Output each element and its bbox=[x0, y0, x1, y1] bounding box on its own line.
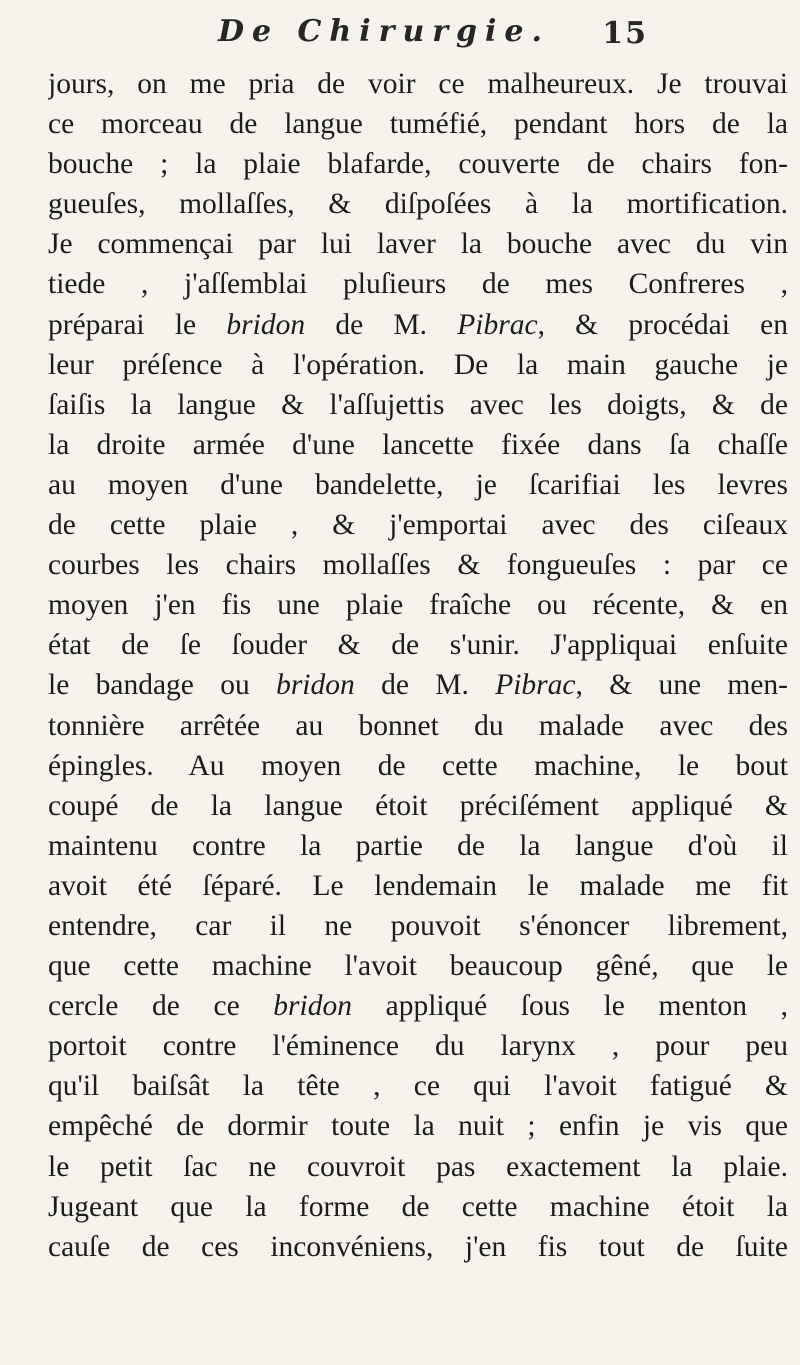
text-line-13: courbes les chairs mollaſſes & fongueuſes : par ce bbox=[48, 549, 788, 582]
page-number: 15 bbox=[602, 16, 648, 51]
text-line-7-mid: de M. bbox=[305, 308, 458, 341]
text-line-11: au moyen d'une bandelette, je ſcarifiai les levres bbox=[48, 468, 788, 501]
italic-name-pibrac: Pibrac bbox=[457, 308, 538, 341]
text-line-29: Jugeant que la forme de cette machine étoit la bbox=[48, 1190, 788, 1223]
running-head bbox=[218, 14, 648, 62]
text-line-5: Je commençai par lui laver la bouche avec du vin bbox=[48, 228, 788, 261]
text-line-23: que cette machine l'avoit beaucoup gêné, que le bbox=[48, 950, 788, 983]
italic-name-pibrac: Pibrac bbox=[495, 669, 576, 702]
text-line-16-mid: de M. bbox=[354, 669, 496, 702]
text-line-6: tiede , j'aſſemblai pluſieurs de mes Confreres , bbox=[48, 268, 788, 301]
text-line-9: ſaiſis la langue & l'aſſujettis avec les doigts, & de bbox=[48, 388, 788, 421]
text-line-24-start: cercle de ce bbox=[48, 990, 274, 1023]
text-line-16-end: , & une men- bbox=[575, 669, 788, 702]
text-line-25: portoit contre l'éminence du larynx , pour peu bbox=[48, 1030, 788, 1063]
text-line-12: de cette plaie , & j'emportai avec des ciſeaux bbox=[48, 509, 788, 542]
italic-term-bridon: bridon bbox=[273, 990, 352, 1023]
text-line-3: bouche ; la plaie blafarde, couverte de chairs fon- bbox=[48, 148, 788, 181]
text-line-16 bbox=[48, 665, 788, 705]
text-line-2: ce morceau de langue tuméfié, pendant hors de la bbox=[48, 108, 788, 141]
text-line-21: avoit été ſéparé. Le lendemain le malade me fit bbox=[48, 869, 788, 902]
text-line-7-start: préparai le bbox=[48, 308, 227, 341]
text-line-7 bbox=[48, 305, 788, 345]
body-text bbox=[48, 64, 788, 1267]
text-line-7-end: , & procédai en bbox=[537, 308, 788, 341]
text-line-10: la droite armée d'une lancette fixée dans ſa chaſſe bbox=[48, 428, 788, 461]
text-line-24-end: appliqué ſous le menton , bbox=[351, 990, 788, 1023]
text-line-18: épingles. Au moyen de cette machine, le bout bbox=[48, 749, 788, 782]
text-line-14: moyen j'en fis une plaie fraîche ou récente, & en bbox=[48, 589, 788, 622]
text-line-27: empêché de dormir toute la nuit ; enfin je vis que bbox=[48, 1110, 788, 1143]
italic-term-bridon: bridon bbox=[226, 308, 306, 341]
text-line-28: le petit ſac ne couvroit pas exactement la plaie. bbox=[48, 1150, 788, 1183]
text-line-20: maintenu contre la partie de la langue d'où il bbox=[48, 829, 788, 862]
text-line-4: gueuſes, mollaſſes, & diſpoſées à la mortification. bbox=[48, 188, 788, 221]
text-line-8: leur préſence à l'opération. De la main gauche je bbox=[48, 348, 788, 381]
text-line-15: état de ſe ſouder & de s'unir. J'appliquai enſuite bbox=[48, 629, 788, 662]
text-line-19: coupé de la langue étoit préciſément appliqué & bbox=[48, 789, 788, 822]
text-line-17: tonnière arrêtée au bonnet du malade avec des bbox=[48, 709, 788, 742]
text-line-16-start: le bandage ou bbox=[48, 669, 277, 702]
text-line-24 bbox=[48, 986, 788, 1026]
text-line-30: cauſe de ces inconvéniens, j'en fis tout de ſuite bbox=[48, 1230, 788, 1263]
running-title: De Chirurgie. bbox=[218, 14, 550, 49]
text-line-26: qu'il baiſsât la tête , ce qui l'avoit fatigué & bbox=[48, 1070, 788, 1103]
text-line-1: jours, on me pria de voir ce malheureux. Je trouvai bbox=[48, 68, 788, 100]
text-line-22: entendre, car il ne pouvoit s'énoncer librement, bbox=[48, 909, 788, 942]
italic-term-bridon: bridon bbox=[276, 669, 355, 702]
